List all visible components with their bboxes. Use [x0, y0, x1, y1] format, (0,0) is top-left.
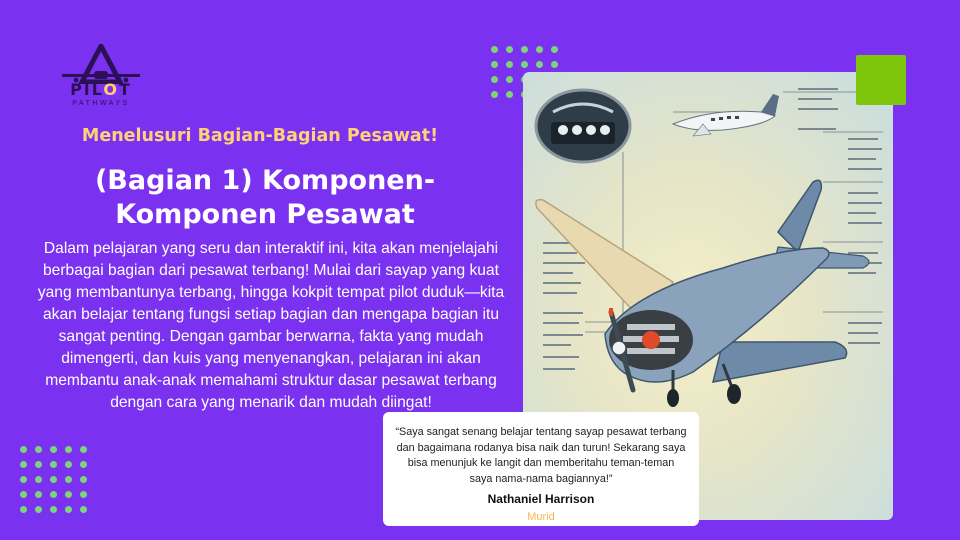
lesson-description: Dalam pelajaran yang seru dan interaktif ini, kita akan menjelajahi berbagai bagian dari pesawat terbang! Mulai dari sayap yang kuat yang membantunya terbang, hingga kokpit tempat pilot duduk—kita akan belajar tentang fungsi setiap bagian dan mengapa bagian itu sangat penting. Dengan gambar berwarna, fakta yang mudah dimengerti, dan kuis yang menyenangkan, pelajaran ini akan membantu anak-anak memahami struktur dasar pesawat terbang dengan cara yang menarik dan mudah diingat!: [37, 240, 505, 411]
testimonial-quote: “Saya sangat senang belajar tentang sayap pesawat terbang dan bagaimana rodanya bisa naik dan turun! Sekarang saya bisa menunjuk ke langit dan memberitahu teman-teman saya nama-nama bagiannya!”: [395, 426, 687, 485]
lesson-kicker: Menelusuri Bagian-Bagian Pesawat!: [81, 126, 439, 146]
decorative-green-square: [856, 55, 906, 105]
airplane-logo-icon: [58, 44, 144, 84]
lesson-title: (Bagian 1) Komponen-Komponen Pesawat: [94, 165, 436, 230]
pilot-pathways-logo: [58, 44, 144, 114]
decorative-dot-grid-bottom: [20, 446, 87, 513]
testimonial-role: Murid: [527, 511, 555, 524]
logo-subtitle: PATHWAYS: [72, 100, 130, 107]
testimonial-card: [383, 412, 699, 526]
logo-wordmark: PILOT: [70, 80, 132, 99]
testimonial-name: Nathaniel Harrison: [487, 492, 595, 507]
